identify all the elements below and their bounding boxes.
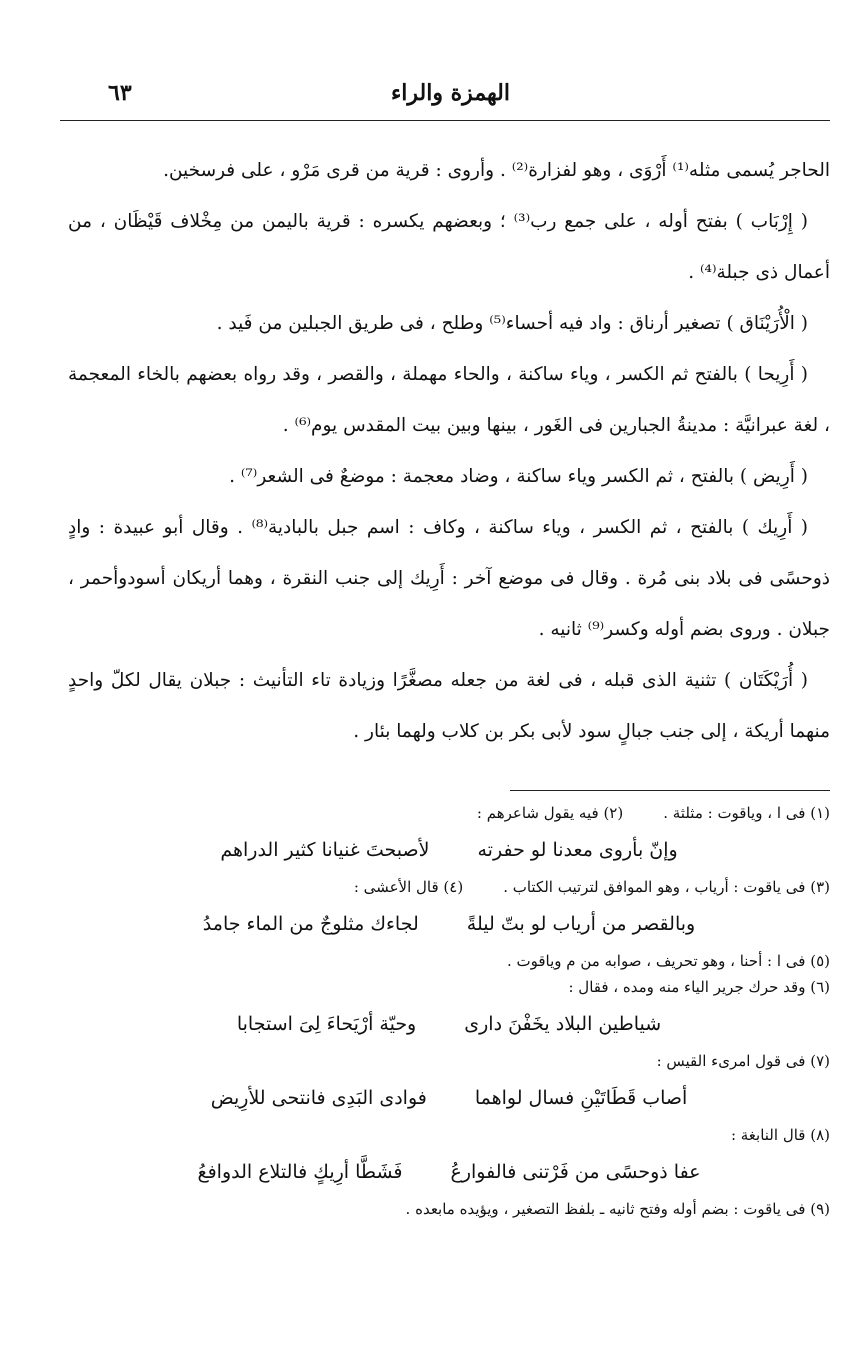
footnote-line	[68, 874, 830, 900]
page-number: ٦٣	[108, 80, 132, 106]
paragraph-urainaq: ( الْأُرَيْنَاق ) تصغير أرناق : واد فيه أحساء⁽⁵⁾ وطلح ، فى طريق الجبلين من فَيد .	[216, 313, 808, 334]
verse-hemistich: أصاب قَطَاتَيْنِ فسال لواهما	[474, 1087, 688, 1109]
verse-hemistich: وحيّة أرْيَحاءَ لِىَ استجابا	[236, 1013, 417, 1035]
verse-hemistich: وبالقصر من أرياب لو بتّ ليلةً	[466, 913, 696, 935]
footnote-line	[68, 800, 830, 826]
verse-hemistich: عفا ذوحسًى من فَرْتنى فالفوارعُ	[450, 1161, 701, 1183]
paragraph-arik: ( أَرِيك ) بالفتح ، ثم الكسر ، وياء ساكنة ، وكاف : اسم جبل بالبادية⁽⁸⁾ . وقال أبو عبيدة : وادٍ ذوحسًى فى بلاد بنى مُرة . وقال فى موضع آخر : أَرِيك إلى جنب النقرة ، وهما أريكان أسودوأحمر ، جبلان . وروى بضم أوله وكسر⁽⁹⁾ ثانيه .	[68, 517, 830, 640]
footnotes	[68, 800, 830, 1222]
paragraph-irbab: ( إِرْبَاب ) بفتح أوله ، على جمع رب⁽³⁾ ؛ وبعضهم يكسره : قرية باليمن من مِخْلاف قَيْظَان ، من أعمال ذى جبلة⁽⁴⁾ .	[68, 211, 830, 283]
footnote-7: (٧) فى قول امرىء القيس :	[656, 1052, 830, 1070]
verse-line	[68, 1002, 830, 1046]
verse-line	[68, 902, 830, 946]
footnote-6: (٦) وقد حرك جرير الياء منه ومده ، فقال :	[568, 978, 830, 996]
paragraph-arwa: الحاجر يُسمى مثله⁽¹⁾ أَرْوَى ، وهو لفزارة⁽²⁾ . وأروى : قرية من قرى مَرْو ، على فرسخين.	[163, 160, 830, 181]
page-header	[60, 78, 830, 118]
verse-hemistich: فوادى البَدِى فانتحى للأرِيض	[210, 1087, 427, 1109]
main-text	[68, 145, 830, 757]
running-title: الهمزة والراء	[390, 80, 510, 106]
paragraph-arid: ( أَرِيض ) بالفتح ، ثم الكسر وياء ساكنة ، وضاد معجمة : موضعٌ فى الشعر⁽⁷⁾ .	[229, 466, 808, 487]
verse-line	[68, 1150, 830, 1194]
verse-hemistich: فَشَطَّا أرِيكٍ فالتلاع الدوافعُ	[197, 1161, 403, 1183]
verse-line	[68, 828, 830, 872]
verse-line	[68, 1076, 830, 1120]
footnote-8: (٨) قال النابغة :	[730, 1126, 830, 1144]
verse-hemistich: شياطين البلاد يخَفْنَ دارى	[464, 1013, 662, 1035]
footnote-4: (٤) قال الأعشى :	[353, 878, 464, 896]
header-rule	[60, 120, 830, 121]
paragraph-ariha: ( أَرِيحا ) بالفتح ثم الكسر ، وياء ساكنة ، والحاء مهملة ، والقصر ، وقد رواه بعضهم بالخاء المعجمة ، لغة عبرانيَّة : مدينةُ الجبارين فى الغَور ، بينها وبين بيت المقدس يوم⁽⁶⁾ .	[68, 364, 830, 436]
footnote-3: (٣) فى ياقوت : أرياب ، وهو الموافق لترتيب الكتاب .	[503, 878, 830, 896]
verse-hemistich: لأصبحتَ غنيانا كثير الدراهم	[220, 839, 430, 861]
verse-hemistich: لجاءك مثلوجٌ من الماء جامدُ	[202, 913, 419, 935]
footnote-5: (٥) فى ا : أحنا ، وهو تحريف ، صوابه من م وياقوت .	[506, 952, 830, 970]
footnote-1: (١) فى ا ، وياقوت : مثلثة .	[663, 804, 830, 822]
paragraph-uraikatan: ( أُرَيْكَتَان ) تثنية الذى قبله ، فى لغة من جعله مصغَّرًا وزيادة تاء التأنيث : جبلان يقال لكلّ واحدٍ منهما أريكة ، إلى جنب جبالٍ سود لأبى بكر بن كلاب ولهما بئار .	[68, 670, 830, 742]
verse-hemistich: وإنّ بأروى معدنا لو حفرته	[477, 839, 678, 861]
footnote-9: (٩) فى ياقوت : بضم أوله وفتح ثانيه ـ بلفظ التصغير ، ويؤيده مابعده .	[405, 1200, 830, 1218]
footnote-rule	[510, 790, 830, 791]
footnote-2: (٢) فيه يقول شاعرهم :	[476, 804, 624, 822]
